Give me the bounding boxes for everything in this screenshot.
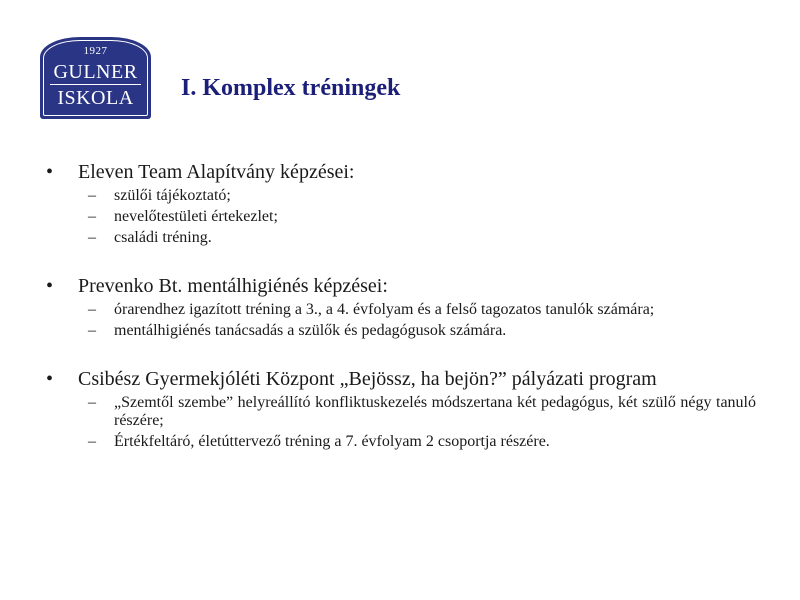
sub-item: [46, 433, 756, 451]
sub-item: [46, 208, 756, 226]
bullet-item: [46, 160, 756, 184]
sub-item-text: „Szemtől szembe” helyreállító konfliktuskezelés módszertana két pedagógus, két szülő négy tanuló részére;: [114, 394, 756, 429]
bullet-text: Csibész Gyermekjóléti Központ „Bejössz, ha bejön?” pályázati program: [78, 368, 657, 390]
logo-year: 1927: [83, 45, 108, 57]
school-logo: [40, 37, 151, 119]
bullet-item: [46, 274, 756, 298]
sub-item: [46, 322, 756, 340]
sub-item-text: szülői tájékoztató;: [114, 187, 231, 204]
dash-icon: –: [88, 322, 96, 339]
sub-item: [46, 394, 756, 430]
section-prevenko: [46, 274, 756, 340]
bullet-icon: •: [46, 368, 54, 390]
sub-item-text: nevelőtestületi értekezlet;: [114, 208, 278, 225]
logo-divider: [50, 84, 141, 85]
bullet-item: [46, 367, 756, 391]
slide-title: I. Komplex tréningek: [181, 75, 401, 101]
bullet-text: Eleven Team Alapítvány képzései:: [78, 161, 355, 183]
bullet-icon: •: [46, 161, 54, 183]
bullet-text: Prevenko Bt. mentálhigiénés képzései:: [78, 275, 388, 297]
section-csibesz: [46, 367, 756, 451]
sub-item-text: Értékfeltáró, életúttervező tréning a 7. évfolyam 2 csoportja részére.: [114, 433, 550, 450]
dash-icon: –: [88, 301, 96, 318]
sub-item-text: mentálhigiénés tanácsadás a szülők és pedagógusok számára.: [114, 322, 507, 339]
sub-item-text: családi tréning.: [114, 229, 212, 246]
sub-item: [46, 229, 756, 247]
section-eleven-team: [46, 160, 756, 247]
dash-icon: –: [88, 433, 96, 450]
sub-item-text: órarendhez igazított tréning a 3., a 4. évfolyam és a felső tagozatos tanulók számára;: [114, 301, 655, 318]
sub-item: [46, 187, 756, 205]
logo-line-1: GULNER: [53, 61, 138, 83]
dash-icon: –: [88, 229, 96, 246]
logo-line-2: ISKOLA: [57, 87, 134, 109]
dash-icon: –: [88, 187, 96, 204]
dash-icon: –: [88, 208, 96, 225]
slide-content: [46, 160, 756, 478]
sub-item: [46, 301, 756, 319]
bullet-icon: •: [46, 275, 54, 297]
dash-icon: –: [88, 394, 96, 411]
